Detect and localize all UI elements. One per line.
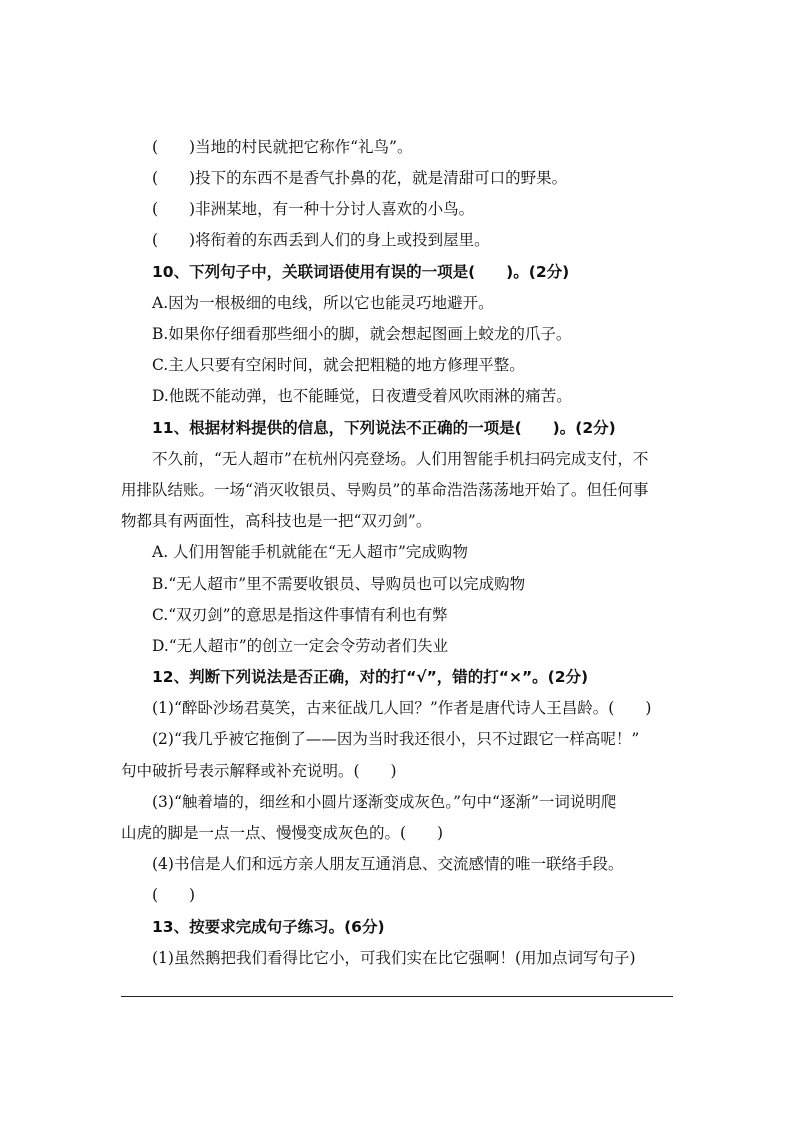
q9-option-1: ( )当地的村民就把它称作“礼鸟”。 [152, 138, 413, 156]
q10-option-a: A.因为一根极细的电线，所以它也能灵巧地避开。 [152, 294, 494, 312]
q11-passage-line-1: 不久前，“无人超市”在杭州闪亮登场。人们用智能手机扫码完成支付，不 [152, 450, 649, 468]
q10-stem: 10、下列句子中，关联词语使用有误的一项是( )。(2分) [152, 263, 570, 281]
q13-stem: 13、按要求完成句子练习。(6分) [152, 918, 385, 936]
q11-passage-line-2: 用排队结账。一场“消灭收银员、导购员”的革命浩浩荡荡地开始了。但任何事 [121, 481, 649, 499]
q11-stem: 11、根据材料提供的信息，下列说法不正确的一项是( )。(2分) [152, 419, 616, 437]
q9-option-4: ( )将衔着的东西丢到人们的身上或投到屋里。 [152, 231, 490, 249]
q12-item-3: (3)“触着墙的，细丝和小圆片逐渐变成灰色。”句中“逐渐”一词说明爬 [152, 793, 617, 811]
q12-item-1: (1)“醉卧沙场君莫笑，古来征战几人回？”作者是唐代诗人王昌龄。( ) [152, 699, 652, 717]
q13-item-1: (1)虽然鹅把我们看得比它小，可我们实在比它强啊！(用加点词写句子) [152, 949, 636, 967]
answer-line[interactable] [121, 996, 673, 997]
q11-passage-line-3: 物都具有两面性，高科技也是一把“双刃剑”。 [121, 512, 432, 530]
q11-option-b: B.“无人超市”里不需要收银员、导购员也可以完成购物 [152, 575, 526, 593]
q11-option-d: D.“无人超市”的创立一定会令劳动者们失业 [152, 637, 449, 655]
q10-option-d: D.他既不能动弹，也不能睡觉，日夜遭受着风吹雨淋的痛苦。 [152, 387, 572, 405]
q9-option-3: ( )非洲某地，有一种十分讨人喜欢的小鸟。 [152, 200, 475, 218]
q12-item-2: (2)“我几乎被它拖倒了——因为当时我还很小，只不过跟它一样高呢！” [152, 730, 640, 748]
q9-option-2: ( )投下的东西不是香气扑鼻的花，就是清甜可口的野果。 [152, 169, 568, 187]
q11-option-a: A. 人们用智能手机就能在“无人超市”完成购物 [152, 543, 468, 561]
q12-item-4: (4)书信是人们和远方亲人朋友互通消息、交流感情的唯一联络手段。 [152, 855, 624, 873]
q11-option-c: C.“双刃剑”的意思是指这件事情有利也有弊 [152, 606, 448, 624]
q10-option-b: B.如果你仔细看那些细小的脚，就会想起图画上蛟龙的爪子。 [152, 325, 572, 343]
q12-item-3-cont: 山虎的脚是一点一点、慢慢变成灰色的。( ) [121, 824, 444, 842]
q12-item-2-cont: 句中破折号表示解释或补充说明。( ) [121, 762, 397, 780]
q12-item-4-blank: ( ) [152, 886, 196, 904]
q10-option-c: C.主人只要有空闲时间，就会把粗糙的地方修理平整。 [152, 356, 525, 374]
q12-stem: 12、判断下列说法是否正确，对的打“√”，错的打“×”。(2分) [152, 668, 589, 686]
